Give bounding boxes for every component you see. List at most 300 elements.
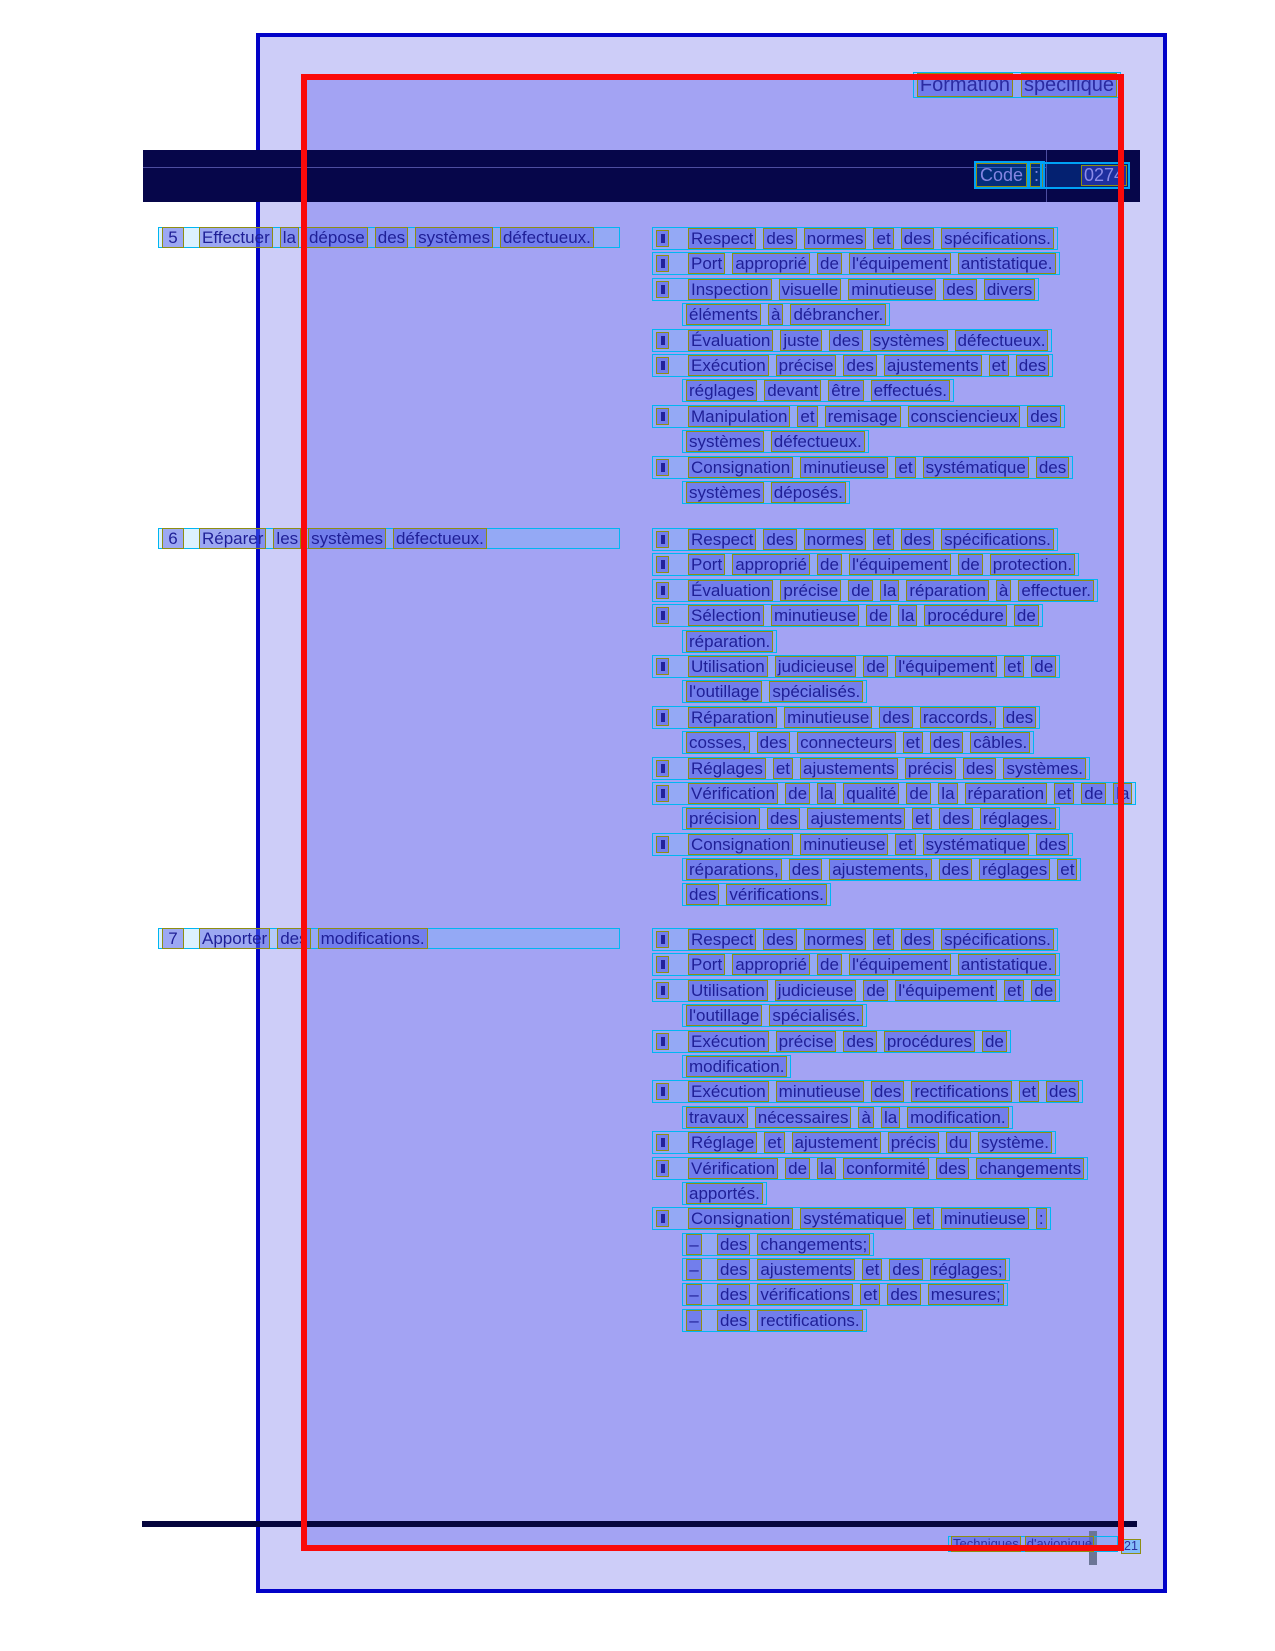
- ocr-word: connecteurs: [797, 732, 896, 753]
- ocr-word: d'avionique: [1026, 1536, 1093, 1551]
- bullet-marker-icon: [656, 556, 669, 573]
- bullet-marker-icon: [656, 836, 669, 853]
- dash-marker-icon: –: [686, 1284, 702, 1305]
- ocr-word: systèmes: [686, 431, 764, 452]
- ocr-word: raccords,: [920, 707, 996, 728]
- ocr-word: de: [863, 980, 888, 1001]
- ocr-word: à: [996, 580, 1011, 601]
- ocr-word: des: [686, 884, 719, 905]
- criterion-line: [682, 858, 1081, 881]
- ocr-word: spécialisés.: [769, 1005, 863, 1026]
- ocr-word: des: [829, 330, 862, 351]
- ocr-word: et: [862, 1259, 882, 1280]
- ocr-word: conformité: [843, 1158, 928, 1179]
- page-top-label: [913, 72, 1121, 98]
- criteria-cell: [652, 928, 1088, 1334]
- ocr-word: des: [763, 529, 796, 550]
- ocr-word: Vérification: [688, 783, 778, 804]
- ocr-word: du: [946, 1132, 971, 1153]
- ocr-word: et: [773, 758, 793, 779]
- ocr-word: dépose: [306, 227, 368, 248]
- ocr-word: les: [273, 528, 301, 549]
- ocr-word: la: [881, 1107, 900, 1128]
- ocr-word: remisage: [825, 406, 901, 427]
- objective-title-line: [158, 528, 620, 549]
- ocr-word: nécessaires: [755, 1107, 852, 1128]
- ocr-word: l'équipement: [849, 554, 951, 575]
- ocr-word: Évaluation: [688, 330, 773, 351]
- ocr-word: des: [789, 859, 822, 880]
- criterion-line: [652, 553, 1079, 576]
- ocr-word: de: [785, 783, 810, 804]
- ocr-word: Respect: [688, 228, 756, 249]
- ocr-word: réglages: [979, 859, 1050, 880]
- bullet-marker-icon: [656, 1083, 669, 1100]
- ocr-word: l'équipement: [895, 980, 997, 1001]
- ocr-word: des: [1027, 406, 1060, 427]
- ocr-word: et: [903, 732, 923, 753]
- ocr-word: spécifications.: [941, 529, 1054, 550]
- ocr-word: précise: [776, 355, 837, 376]
- ocr-word: et: [1004, 656, 1024, 677]
- criterion-line: [682, 1309, 867, 1332]
- ocr-word: minutieuse: [941, 1208, 1029, 1229]
- ocr-word: précis: [888, 1132, 939, 1153]
- ocr-word: judicieuse: [775, 656, 857, 677]
- ocr-word: et: [873, 529, 893, 550]
- ocr-word: des: [889, 1259, 922, 1280]
- ocr-word: ajustements: [884, 355, 982, 376]
- ocr-word: Consignation: [688, 834, 793, 855]
- ocr-word: l'outillage: [686, 681, 762, 702]
- bullet-marker-icon: [656, 357, 669, 374]
- criterion-line: [652, 252, 1060, 275]
- criterion-line: [652, 405, 1065, 428]
- bullet-marker-icon: [656, 709, 669, 726]
- objective-section-5: [158, 227, 1073, 506]
- objective-title-line: [158, 227, 620, 248]
- ocr-word: antistatique.: [958, 954, 1056, 975]
- ocr-word: visuelle: [779, 279, 842, 300]
- ocr-word: éléments: [686, 304, 761, 325]
- ocr-word: réparation: [906, 580, 989, 601]
- ocr-word: Consignation: [688, 1208, 793, 1229]
- criterion-line: [652, 227, 1058, 250]
- ocr-word: réparations,: [686, 859, 782, 880]
- ocr-word: ajustement: [792, 1132, 881, 1153]
- objective-number: 5: [162, 227, 184, 248]
- ocr-word: précis: [905, 758, 956, 779]
- ocr-word: des: [717, 1234, 750, 1255]
- objective-number: 6: [162, 528, 184, 549]
- ocr-word: Exécution: [688, 1031, 769, 1052]
- criterion-line: [652, 655, 1060, 678]
- ocr-word: Réglages: [688, 758, 766, 779]
- bullet-marker-icon: [656, 255, 669, 272]
- ocr-word: des: [901, 529, 934, 550]
- ocr-word: judicieuse: [775, 980, 857, 1001]
- ocr-word: spécifications.: [941, 228, 1054, 249]
- ocr-word: Techniques: [953, 1536, 1019, 1551]
- objective-cell: [158, 928, 620, 951]
- ocr-word: système.: [978, 1132, 1052, 1153]
- ocr-word: la: [1113, 783, 1132, 804]
- ocr-word: des: [277, 928, 310, 949]
- ocr-word: spécialisés.: [769, 681, 863, 702]
- bullet-marker-icon: [656, 1033, 669, 1050]
- ocr-word: de: [1014, 605, 1039, 626]
- criterion-line: [652, 782, 1136, 805]
- ocr-word: réparation.: [686, 631, 773, 652]
- ocr-word: apportés.: [686, 1183, 763, 1204]
- ocr-word: changements: [976, 1158, 1084, 1179]
- criterion-line: [652, 833, 1073, 856]
- ocr-word: défectueux.: [955, 330, 1049, 351]
- ocr-word: qualité: [843, 783, 899, 804]
- criterion-line: [652, 456, 1073, 479]
- ocr-word: être: [828, 380, 863, 401]
- criterion-line: [652, 757, 1090, 780]
- criterion-line: [682, 883, 831, 906]
- criterion-line: [652, 278, 1039, 301]
- ocr-word: précise: [780, 580, 841, 601]
- bullet-marker-icon: [656, 531, 669, 548]
- bullet-marker-icon: [656, 607, 669, 624]
- ocr-word: des: [763, 228, 796, 249]
- ocr-word: réparation: [965, 783, 1048, 804]
- ocr-word: ajustements: [800, 758, 898, 779]
- ocr-word: rectifications.: [757, 1310, 862, 1331]
- ocr-word: de: [785, 1158, 810, 1179]
- objective-section-7: [158, 928, 1088, 1334]
- ocr-word: des: [1003, 707, 1036, 728]
- criterion-line: [682, 1258, 1010, 1281]
- ocr-word: systèmes: [870, 330, 948, 351]
- code-value: 0274: [1081, 165, 1127, 186]
- criterion-line: [652, 528, 1058, 551]
- criterion-line: [682, 680, 867, 703]
- ocr-word: à: [768, 304, 783, 325]
- ocr-word: normes: [804, 929, 867, 950]
- ocr-word: défectueux.: [393, 528, 487, 549]
- ocr-word: de: [817, 954, 842, 975]
- criterion-line: [652, 1080, 1083, 1103]
- ocr-word: des: [879, 707, 912, 728]
- criterion-line: [682, 1106, 1013, 1129]
- ocr-word: des: [901, 929, 934, 950]
- ocr-word: minutieuse: [784, 707, 872, 728]
- ocr-word: cosses,: [686, 732, 750, 753]
- ocr-word: de: [1031, 656, 1056, 677]
- ocr-word: et: [913, 1208, 933, 1229]
- bullet-marker-icon: [656, 1134, 669, 1151]
- criterion-line: [652, 953, 1060, 976]
- ocr-word: protection.: [990, 554, 1075, 575]
- ocr-word: rectifications: [911, 1081, 1011, 1102]
- bullet-marker-icon: [656, 760, 669, 777]
- ocr-word: des: [757, 732, 790, 753]
- criterion-line: [682, 1233, 874, 1256]
- criterion-line: [652, 928, 1058, 951]
- ocr-word: changements;: [757, 1234, 870, 1255]
- ocr-word: Réparer: [199, 528, 266, 549]
- ocr-word: normes: [804, 529, 867, 550]
- ocr-word: des: [1036, 834, 1069, 855]
- ocr-word: effectuer.: [1018, 580, 1094, 601]
- ocr-word: minutieuse: [848, 279, 936, 300]
- ocr-word: des: [963, 758, 996, 779]
- ocr-word: systèmes: [415, 227, 493, 248]
- ocr-word: vérifications: [757, 1284, 853, 1305]
- ocr-word: des: [1036, 457, 1069, 478]
- ocr-word: divers: [984, 279, 1035, 300]
- criteria-cell: [652, 528, 1136, 909]
- ocr-word: :: [1036, 1208, 1047, 1229]
- bullet-marker-icon: [656, 459, 669, 476]
- ocr-word: des: [901, 228, 934, 249]
- ocr-word: Port: [688, 554, 725, 575]
- criterion-line: [682, 1004, 867, 1027]
- ocr-word: et: [1054, 783, 1074, 804]
- dash-marker-icon: –: [686, 1234, 702, 1255]
- ocr-word: de: [817, 253, 842, 274]
- ocr-word: déposés.: [771, 482, 846, 503]
- objective-cell: [158, 227, 620, 250]
- ocr-word: Utilisation: [688, 980, 768, 1001]
- ocr-word: et: [912, 808, 932, 829]
- ocr-word: Respect: [688, 529, 756, 550]
- criterion-line: [682, 303, 890, 326]
- ocr-word: à: [858, 1107, 873, 1128]
- ocr-word: la: [938, 783, 957, 804]
- ocr-word: des: [1046, 1081, 1079, 1102]
- ocr-word: la: [898, 605, 917, 626]
- ocr-word: réglages;: [930, 1259, 1006, 1280]
- ocr-word: Exécution: [688, 1081, 769, 1102]
- ocr-word: Utilisation: [688, 656, 768, 677]
- ocr-word: et: [989, 355, 1009, 376]
- criterion-line: [652, 1157, 1088, 1180]
- ocr-word: des: [939, 808, 972, 829]
- ocr-word: et: [873, 228, 893, 249]
- ocr-word: systèmes.: [1003, 758, 1086, 779]
- ocr-word: ajustements,: [829, 859, 931, 880]
- ocr-word: Port: [688, 253, 725, 274]
- criterion-line: [652, 354, 1053, 377]
- ocr-word: approprié: [732, 954, 810, 975]
- objective-section-6: [158, 528, 1136, 909]
- ocr-word: l'équipement: [849, 954, 951, 975]
- criterion-line: [652, 1207, 1051, 1230]
- ocr-word: minutieuse: [771, 605, 859, 626]
- criterion-line: [682, 630, 777, 653]
- bullet-marker-icon: [656, 230, 669, 247]
- ocr-word: Évaluation: [688, 580, 773, 601]
- ocr-word: et: [1004, 980, 1024, 1001]
- ocr-word: systématique: [923, 457, 1029, 478]
- ocr-word: et: [764, 1132, 784, 1153]
- ocr-word: Inspection: [688, 279, 772, 300]
- ocr-word: des: [375, 227, 408, 248]
- ocr-word: et: [1057, 859, 1077, 880]
- bullet-marker-icon: [656, 582, 669, 599]
- ocr-word: des: [1016, 355, 1049, 376]
- ocr-word: des: [843, 1031, 876, 1052]
- ocr-word: ajustements: [807, 808, 905, 829]
- ocr-word: des: [943, 279, 976, 300]
- ocr-word: câbles.: [970, 732, 1030, 753]
- ocr-word: de: [1031, 980, 1056, 1001]
- ocr-word: mesures;: [928, 1284, 1004, 1305]
- footer-page-number-box: [1121, 1537, 1141, 1555]
- ocr-word: juste: [780, 330, 822, 351]
- ocr-word: systématique: [923, 834, 1029, 855]
- ocr-word: Sélection: [688, 605, 764, 626]
- bullet-marker-icon: [656, 982, 669, 999]
- ocr-word: Port: [688, 954, 725, 975]
- ocr-word: effectués.: [871, 380, 950, 401]
- ocr-word: Exécution: [688, 355, 769, 376]
- ocr-word: de: [817, 554, 842, 575]
- ocr-word: Réparation: [688, 707, 777, 728]
- criterion-line: [652, 1131, 1056, 1154]
- ocr-word: des: [939, 859, 972, 880]
- ocr-word: minutieuse: [776, 1081, 864, 1102]
- objective-number: 7: [162, 928, 184, 949]
- ocr-word: des: [717, 1310, 750, 1331]
- ocr-word: Consignation: [688, 457, 793, 478]
- ocr-word: systèmes: [308, 528, 386, 549]
- ocr-word: Réglage: [688, 1132, 757, 1153]
- ocr-word: l'équipement: [895, 656, 997, 677]
- bullet-marker-icon: [656, 281, 669, 298]
- ocr-word: et: [1019, 1081, 1039, 1102]
- ocr-word: de: [982, 1031, 1007, 1052]
- ocr-word: Apporter: [199, 928, 270, 949]
- bullet-marker-icon: [656, 332, 669, 349]
- ocr-word: la: [280, 227, 299, 248]
- ocr-word: la: [817, 1158, 836, 1179]
- ocr-word: des: [717, 1284, 750, 1305]
- ocr-word: défectueux.: [500, 227, 594, 248]
- ocr-word: des: [930, 732, 963, 753]
- ocr-word: réglages.: [980, 808, 1056, 829]
- objective-title-line: [158, 928, 620, 949]
- footer-doc-title: [948, 1536, 1118, 1552]
- bullet-marker-icon: [656, 956, 669, 973]
- bullet-marker-icon: [656, 1210, 669, 1227]
- criterion-line: [652, 1030, 1011, 1053]
- criterion-line: [652, 329, 1052, 352]
- ocr-word: devant: [764, 380, 821, 401]
- code-separator: :: [1030, 163, 1043, 187]
- bullet-marker-icon: [656, 1160, 669, 1177]
- ocr-word: défectueux.: [771, 431, 865, 452]
- ocr-word: spécifications.: [941, 929, 1054, 950]
- ocr-word: systématique: [800, 1208, 906, 1229]
- ocr-word: précision: [686, 808, 760, 829]
- criterion-line: [652, 604, 1043, 627]
- ocr-word: et: [797, 406, 817, 427]
- ocr-word: minutieuse: [800, 834, 888, 855]
- ocr-word: l'outillage: [686, 1005, 762, 1026]
- ocr-word: précise: [776, 1031, 837, 1052]
- bullet-marker-icon: [656, 408, 669, 425]
- ocr-word: modification.: [907, 1107, 1008, 1128]
- ocr-word: Respect: [688, 929, 756, 950]
- ocr-word: débrancher.: [790, 304, 886, 325]
- ocr-word: approprié: [732, 554, 810, 575]
- criterion-line: [682, 379, 954, 402]
- ocr-word: systèmes: [686, 482, 764, 503]
- ocr-word: des: [871, 1081, 904, 1102]
- criterion-line: [682, 731, 1034, 754]
- ocr-word: et: [860, 1284, 880, 1305]
- ocr-word: consciencieux: [908, 406, 1021, 427]
- criterion-line: [652, 706, 1040, 729]
- footer-page-number: 21: [1121, 1539, 1141, 1554]
- ocr-word: des: [717, 1259, 750, 1280]
- criterion-line: [682, 1055, 791, 1078]
- ocr-word: Effectuer: [199, 227, 273, 248]
- ocr-word: des: [767, 808, 800, 829]
- ocr-word: de: [863, 656, 888, 677]
- ocr-word: modifications.: [318, 928, 428, 949]
- criterion-line: [682, 430, 869, 453]
- criterion-line: [682, 1283, 1008, 1306]
- ocr-word: modification.: [686, 1056, 787, 1077]
- bullet-marker-icon: [656, 785, 669, 802]
- ocr-word: antistatique.: [958, 253, 1056, 274]
- ocr-word: la: [817, 783, 836, 804]
- bullet-marker-icon: [656, 931, 669, 948]
- ocr-word: approprié: [732, 253, 810, 274]
- ocr-word: réglages: [686, 380, 757, 401]
- dash-marker-icon: –: [686, 1310, 702, 1331]
- ocr-word: de: [848, 580, 873, 601]
- criterion-line: [682, 1182, 767, 1205]
- ocr-word: procédures: [884, 1031, 975, 1052]
- ocr-word: et: [873, 929, 893, 950]
- ocr-word: et: [895, 457, 915, 478]
- criterion-line: [652, 979, 1060, 1002]
- ocr-word: de: [906, 783, 931, 804]
- ocr-word: ajustements: [757, 1259, 855, 1280]
- criterion-line: [682, 807, 1060, 830]
- criterion-line: [652, 579, 1098, 602]
- ocr-word: Manipulation: [688, 406, 790, 427]
- ocr-word: spécifique: [1021, 73, 1117, 97]
- ocr-word: la: [880, 580, 899, 601]
- ocr-word: procédure: [924, 605, 1007, 626]
- code-label: Code: [976, 163, 1027, 187]
- ocr-word: Formation: [917, 73, 1013, 97]
- ocr-word: des: [936, 1158, 969, 1179]
- ocr-word: l'équipement: [849, 253, 951, 274]
- objective-cell: [158, 528, 620, 551]
- bullet-marker-icon: [656, 658, 669, 675]
- ocr-word: des: [843, 355, 876, 376]
- ocr-word: des: [887, 1284, 920, 1305]
- ocr-word: de: [866, 605, 891, 626]
- ocr-word: et: [895, 834, 915, 855]
- criteria-cell: [652, 227, 1073, 506]
- ocr-word: minutieuse: [800, 457, 888, 478]
- criterion-line: [682, 481, 850, 504]
- ocr-word: vérifications.: [726, 884, 826, 905]
- ocr-word: Vérification: [688, 1158, 778, 1179]
- ocr-word: de: [1081, 783, 1106, 804]
